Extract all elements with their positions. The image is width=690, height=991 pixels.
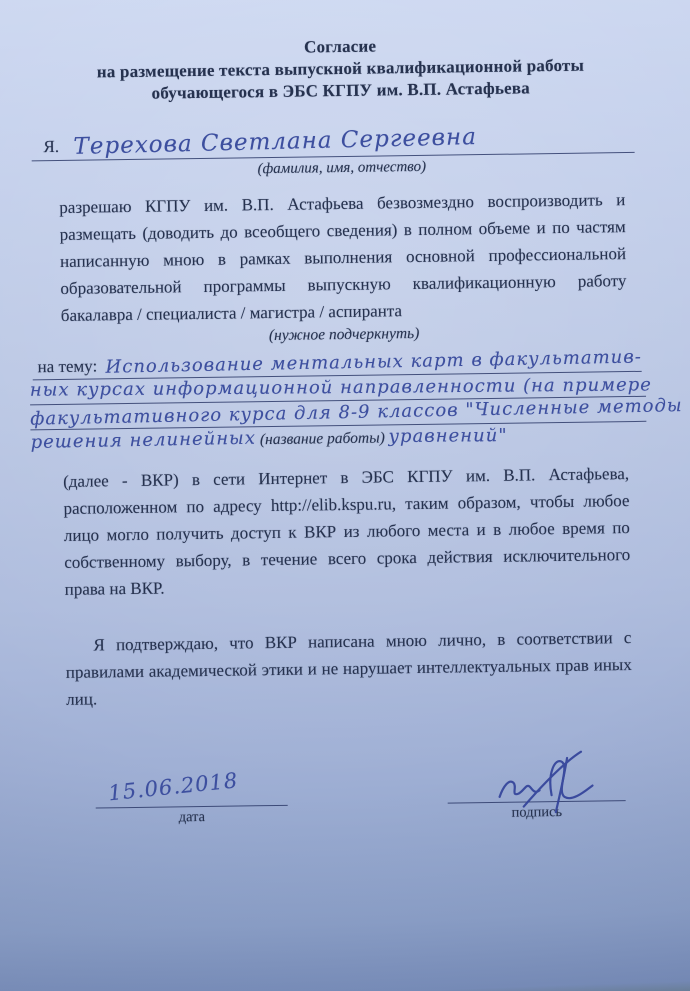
signature-label: подпись: [511, 804, 563, 821]
date-label: дата: [178, 808, 206, 826]
signature-line: [447, 760, 626, 803]
underline-note: (нужное подчеркнуть): [268, 324, 420, 345]
title-line-3: обучающегося в ЭБС КГПУ им. В.П. Астафьева: [151, 78, 531, 103]
signature-block: [447, 760, 626, 822]
name-caption: (фамилия, имя, отчество): [257, 158, 427, 178]
title-line-2: на размещение текста выпускной квалификационной работы: [96, 55, 585, 82]
name-prefix: Я.: [43, 136, 60, 157]
name-line: [31, 124, 634, 161]
topic-caption: (название работы): [259, 429, 385, 449]
topic-label: на тему:: [37, 356, 98, 377]
topic-section: [29, 346, 683, 453]
handwritten-topic-line-2: ных курсах информационной направленности (на примере: [29, 374, 652, 401]
document-title: [57, 32, 624, 106]
handwritten-topic-line-1: Использование ментальных карт в факультатив-: [105, 346, 642, 378]
signature-mark-icon: [495, 748, 606, 816]
internet-paragraph: (далее - ВКР) в сети Интернет в ЭБС КГПУ им. В.П. Астафьева, расположенном по адресу http://elib.kspu.ru, таким образом, чтобы любое лицо могло получить доступ к ВКР из любого места и в любое время по собственному выбору, в течение всего срока действия исключительного права на ВКР.: [63, 464, 631, 599]
title-line-1: Согласие: [303, 36, 377, 57]
confirmation-paragraph: Я подтверждаю, что ВКР написана мною лично, в соответствии с правилами академической этики и не нарушает интеллектуальных прав иных лиц.: [65, 628, 632, 709]
handwritten-full-name: Терехова Светлана Сергеевна: [72, 124, 477, 160]
handwritten-topic-line-4-before: решения нелинейных: [30, 427, 257, 453]
permission-paragraph: разрешаю КГПУ им. В.П. Астафьева безвозмездно воспроизводить и размещать (доводить до всеобщего сведения) в полном объеме и по частям написанную мною в рамках выполнения основной профессиональной образовательной программы выпускную квалификационную работу бакалавра / специалиста / магистра / аспиранта: [59, 190, 627, 325]
handwritten-topic-line-4-after: уравнений": [388, 425, 508, 448]
handwritten-date: 15.06.2018: [107, 768, 240, 806]
handwritten-topic-line-3: факультативного курса для 8-9 классов "Численные методы: [30, 395, 683, 430]
date-block: [95, 765, 288, 828]
date-line: [95, 765, 288, 809]
signature-area: [67, 760, 634, 828]
